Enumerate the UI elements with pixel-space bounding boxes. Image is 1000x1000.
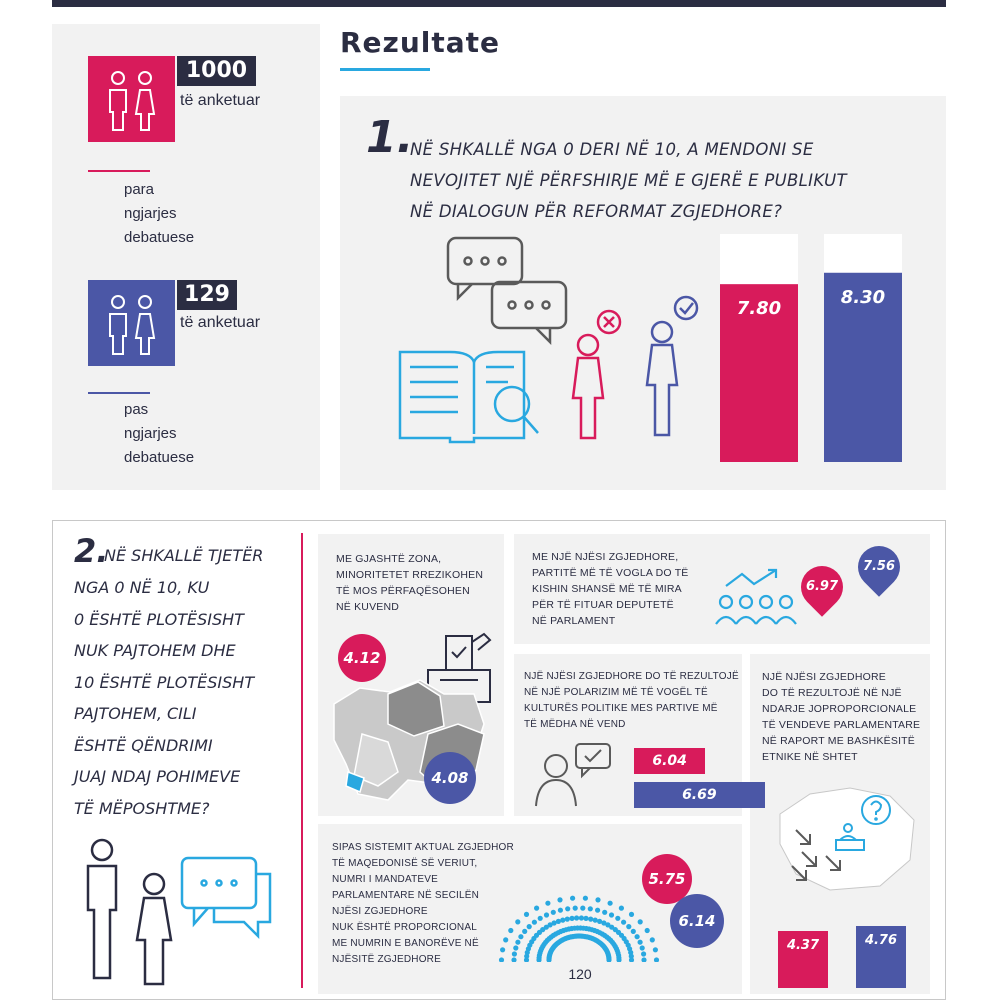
respondents-after-note xyxy=(124,398,194,470)
title-underline xyxy=(340,68,430,71)
seat-dot xyxy=(565,906,570,911)
statement-line: PARTITË MË TË VOGLA DO TË xyxy=(532,567,689,579)
zones-before-circle: 4.12 xyxy=(338,634,386,682)
statement-line: NUMRI I MANDATEVE xyxy=(332,874,438,885)
thinking-person-icon xyxy=(532,740,616,808)
statement-line: ME NJË NJËSI ZGJEDHORE, xyxy=(532,551,679,563)
question-map-icon xyxy=(772,774,922,894)
note-line: ngjarjes xyxy=(124,425,177,442)
seat-dot xyxy=(515,919,520,924)
seat-dot xyxy=(629,912,634,917)
q2-text-rest xyxy=(74,572,254,824)
q1-text-line: NEVOJITET NJË PËRFSHIRJE MË E GJERË E PUBLIKUT xyxy=(410,171,847,190)
people-icon xyxy=(88,56,175,142)
seat-dot xyxy=(608,901,613,906)
statement-line: ETNIKE NË SHTET xyxy=(762,751,858,763)
seat-dot xyxy=(602,910,607,915)
seat-dot xyxy=(545,901,550,906)
statement-line: TË MËDHA NË VEND xyxy=(524,719,626,730)
seat-dot xyxy=(595,908,600,913)
seat-dot xyxy=(638,919,643,924)
polarization-after-bar: 6.69 xyxy=(634,782,765,808)
seat-dot xyxy=(511,957,516,962)
q1-text xyxy=(410,134,847,227)
statement-line: NJËSI ZGJEDHORE xyxy=(332,906,428,917)
seat-dot xyxy=(653,947,658,952)
statement-line: NË PARLAMENT xyxy=(532,615,616,627)
seat-dot xyxy=(619,906,624,911)
statement-small-parties-text xyxy=(532,549,689,629)
seat-dot xyxy=(641,957,646,962)
seat-dot xyxy=(574,915,579,920)
seat-dot xyxy=(551,910,556,915)
book-magnifier-icon xyxy=(400,352,538,442)
q2-text-line: TË MËPOSHTME? xyxy=(74,798,210,818)
seat-dot xyxy=(645,928,650,933)
q1-bar-label: 7.80 xyxy=(736,298,782,320)
seat-dot xyxy=(626,924,631,929)
section-title: Rezultate xyxy=(340,26,501,59)
statement-line: NJË NJËSI ZGJEDHORE DO TË REZULTOJË xyxy=(524,671,739,682)
statement-line: NË RAPORT ME BASHKËSITË xyxy=(762,735,915,747)
statement-line: PARLAMENTARE NË SECILËN xyxy=(332,890,480,901)
statement-mandates-text xyxy=(332,840,514,968)
growth-people-icon xyxy=(712,566,802,632)
statement-zones-text xyxy=(336,551,483,615)
q2-text-line: 10 ËSHTË PLOTËSISHT xyxy=(74,672,255,692)
disproportion-before-bar: 4.37 xyxy=(778,931,828,988)
seat-dot xyxy=(512,951,517,956)
seat-dot xyxy=(500,947,505,952)
q1-text-line: NË DIALOGUN PËR REFORMAT ZGJEDHORE? xyxy=(410,202,783,221)
polarization-before-bar: 6.04 xyxy=(634,748,705,774)
seat-dot xyxy=(573,906,578,911)
statement-line: MINORITETET RREZIKOHEN xyxy=(336,569,484,581)
seat-dot xyxy=(518,934,523,939)
note-line: debatuese xyxy=(124,449,195,466)
zones-after-circle: 4.08 xyxy=(424,752,476,804)
statement-line: DO TË REZULTOJË NË NJË xyxy=(762,687,902,699)
q2-text-line: PAJTOHEM, CILI xyxy=(74,704,197,723)
respondents-before-icon xyxy=(88,56,175,142)
seat-dot xyxy=(524,912,529,917)
statement-line: NJË NJËSI ZGJEDHORE xyxy=(762,671,886,683)
q1-illustration xyxy=(396,232,716,462)
mandates-after-circle: 6.14 xyxy=(670,894,724,948)
note-line: ngjarjes xyxy=(124,205,177,222)
statement-line: TË MOS PËRFAQËSOHEN xyxy=(336,585,470,597)
statement-line: NDARJE JOPROPORCIONALE xyxy=(762,703,917,715)
statement-line: PËR TË FITUAR DEPUTETË xyxy=(532,599,674,611)
q2-text-line: JUAJ NDAJ POHIMEVE xyxy=(74,767,241,786)
note-line: pas xyxy=(124,401,149,418)
seat-dot xyxy=(569,916,574,921)
respondents-before-label: të anketuar xyxy=(180,92,261,109)
divider-after xyxy=(88,392,150,394)
seat-dot xyxy=(570,896,575,901)
small-parties-before-pin-label: 6.97 xyxy=(805,579,839,594)
seat-dot xyxy=(583,896,588,901)
statement-line: KISHIN SHANSË MË TË MIRA xyxy=(532,583,682,595)
seat-dot xyxy=(544,912,549,917)
disproportion-after-bar: 4.76 xyxy=(856,926,906,988)
seat-dot xyxy=(638,940,643,945)
seat-dot xyxy=(593,918,598,923)
seat-dot xyxy=(508,928,513,933)
seat-dot xyxy=(556,919,561,924)
seat-dot xyxy=(499,957,504,962)
respondents-before-note xyxy=(124,178,194,250)
seat-dot xyxy=(615,916,620,921)
seat-dot xyxy=(513,945,518,950)
seat-dot xyxy=(641,951,646,956)
seat-dot xyxy=(635,934,640,939)
top-bar xyxy=(52,0,946,7)
q1-bar-label: 8.30 xyxy=(840,286,886,308)
statement-polarization-text xyxy=(524,669,739,733)
note-line: debatuese xyxy=(124,229,195,246)
q2-text-line: 0 ËSHTË PLOTËSISHT xyxy=(74,609,244,629)
statement-line: NUK ËSHTË PROPORCIONAL xyxy=(332,922,477,933)
seat-dot xyxy=(640,945,645,950)
statement-line: TË MAQEDONISË SË VERIUT, xyxy=(332,858,478,869)
divider-before xyxy=(88,170,150,172)
small-parties-after-pin-label: 7.56 xyxy=(862,559,896,574)
seat-dot xyxy=(503,937,508,942)
statement-line: ME NUMRIN E BANORËVE NË xyxy=(332,938,479,949)
q2-text-line: NUK PAJTOHEM DHE xyxy=(74,641,236,660)
statement-line: NJËSITË ZGJEDHORE xyxy=(332,954,441,965)
seat-dot xyxy=(595,897,600,902)
seat-dot xyxy=(522,929,527,934)
q2-divider xyxy=(301,533,303,988)
respondents-after-count: 129 xyxy=(177,280,237,310)
note-line: para xyxy=(124,181,155,198)
statement-line: SIPAS SISTEMIT AKTUAL ZGJEDHOR xyxy=(332,842,514,853)
seat-dot xyxy=(565,917,570,922)
seat-dot xyxy=(527,924,532,929)
seat-dot xyxy=(538,916,543,921)
q1-bar-chart xyxy=(720,234,910,462)
statement-line: KULTURËS POLITIKE MES PARTIVE MË xyxy=(524,703,718,714)
q2-people-illustration xyxy=(74,834,284,994)
respondents-after-icon xyxy=(88,280,175,366)
q2-number: 2. xyxy=(74,532,109,570)
seat-dot xyxy=(560,918,565,923)
seat-dot xyxy=(588,906,593,911)
people-icon xyxy=(88,840,171,984)
speech-bubbles-icon xyxy=(448,238,566,342)
seat-dot xyxy=(557,897,562,902)
seat-dot xyxy=(558,908,563,913)
seat-dot xyxy=(580,906,585,911)
respondents-before-count: 1000 xyxy=(177,56,256,86)
seats-count: 120 xyxy=(568,966,592,982)
seat-dot xyxy=(654,957,659,962)
statement-line: ME GJASHTË ZONA, xyxy=(336,553,442,565)
woman-icon xyxy=(573,311,620,438)
statement-line: TË VENDEVE PARLAMENTARE xyxy=(762,719,921,731)
seat-dot xyxy=(621,920,626,925)
statement-line: NË KUVEND xyxy=(336,601,400,613)
seat-dot xyxy=(631,929,636,934)
seat-dot xyxy=(588,917,593,922)
seat-dot xyxy=(532,920,537,925)
q2-text xyxy=(104,540,263,572)
people-icon xyxy=(88,280,175,366)
q1-text-line: NË SHKALLË NGA 0 DERI NË 10, A MENDONI SE xyxy=(410,140,814,159)
seat-dot xyxy=(515,940,520,945)
q2-text-line: NË SHKALLË TJETËR xyxy=(104,546,264,565)
parliament-seats-icon xyxy=(496,892,662,962)
q2-text-line: ËSHTË QËNDRIMI xyxy=(74,735,213,755)
seat-dot xyxy=(609,912,614,917)
statement-line: NË NJË POLARIZIM MË TË VOGËL TË xyxy=(524,687,708,698)
seat-dot xyxy=(583,916,588,921)
seat-dot xyxy=(579,915,584,920)
statement-disproportion-text xyxy=(762,669,920,765)
chat-icon xyxy=(182,858,270,936)
q1-number: 1. xyxy=(366,112,414,163)
man-icon xyxy=(647,297,697,435)
respondents-after-label: të anketuar xyxy=(180,314,261,331)
seat-dot xyxy=(650,937,655,942)
mandates-before-circle: 5.75 xyxy=(642,854,692,904)
seat-dot xyxy=(534,906,539,911)
q2-text-line: NGA 0 NË 10, KU xyxy=(74,578,210,597)
